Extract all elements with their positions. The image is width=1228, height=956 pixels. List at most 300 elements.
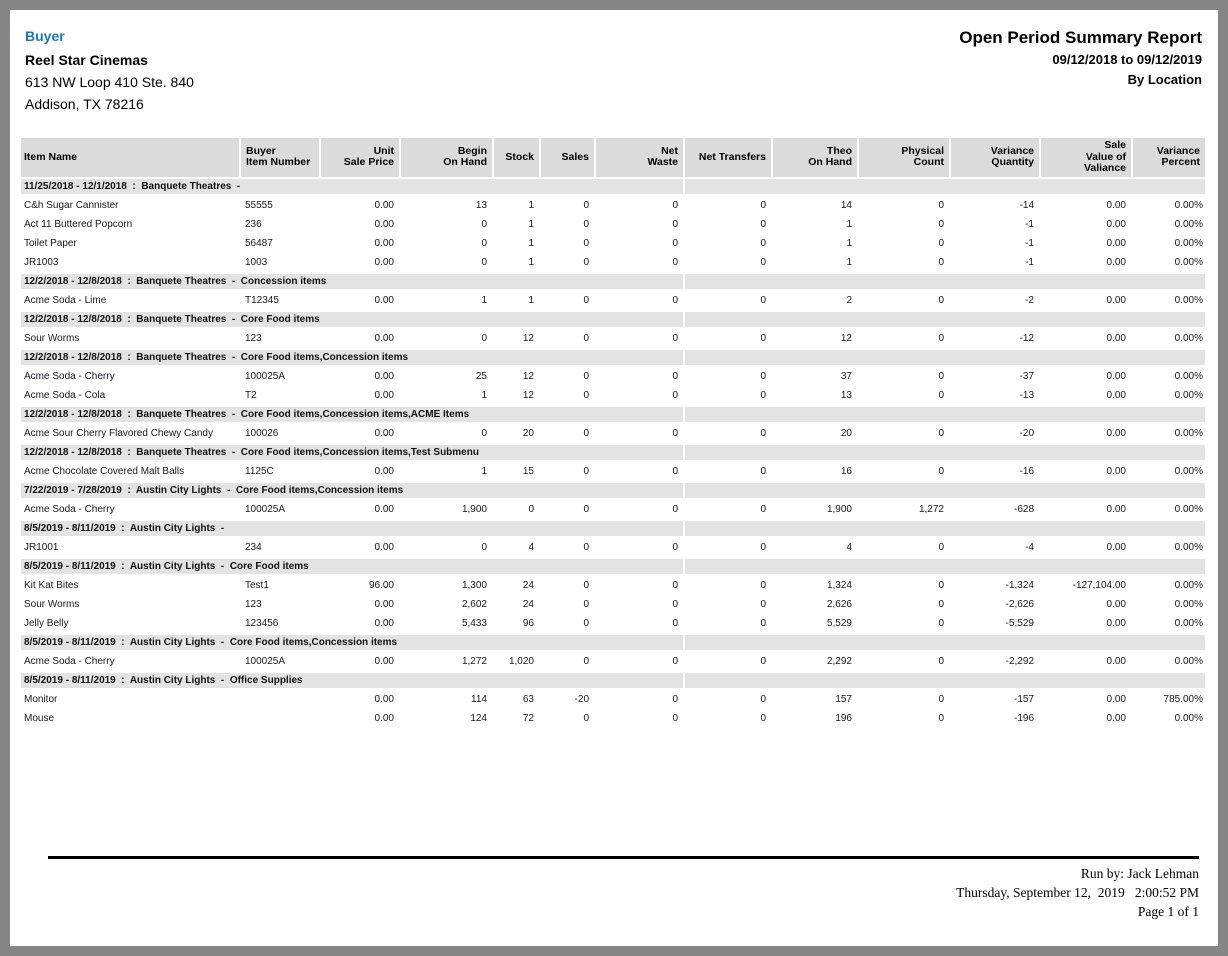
item-number-cell: 100025A — [245, 655, 286, 667]
group-title: 11/25/2018 - 12/1/2018 : Banquete Theatres - — [21, 178, 684, 195]
sale-value-cell: 0.00 — [1106, 237, 1126, 249]
theo-on-hand-cell: 1,324 — [826, 579, 852, 591]
group-header-row — [21, 406, 1205, 423]
theo-on-hand-cell: 2,626 — [826, 598, 852, 610]
group-title: 8/5/2019 - 8/11/2019 : Austin City Lights - Core Food items — [21, 558, 684, 575]
physical-count-cell: 0 — [938, 370, 944, 382]
buyer-address-block — [25, 26, 194, 115]
theo-on-hand-cell: 12 — [840, 332, 852, 344]
net-waste-cell: 0 — [672, 332, 678, 344]
group-title-spacer — [684, 273, 1205, 290]
item-name-cell: Acme Chocolate Covered Malt Balls — [24, 465, 185, 477]
item-number-cell: 123 — [245, 332, 262, 344]
theo-on-hand-cell: 157 — [835, 693, 852, 705]
physical-count-cell: 0 — [938, 294, 944, 306]
group-title: 12/2/2018 - 12/8/2018 : Banquete Theatres - Core Food items — [21, 311, 684, 328]
unit-sale-price-cell: 0.00 — [374, 294, 394, 306]
table-row — [21, 499, 1205, 520]
table-row — [21, 575, 1205, 595]
report-date-range: 09/12/2018 to 09/12/2019 — [1052, 52, 1202, 67]
item-name-cell: Kit Kat Bites — [24, 579, 79, 591]
stock-cell: 15 — [522, 465, 534, 477]
sale-value-cell: 0.00 — [1106, 370, 1126, 382]
group-title: 8/5/2019 - 8/11/2019 : Austin City Lights - Office Supplies — [21, 672, 684, 689]
table-row — [21, 215, 1205, 234]
table-row — [21, 651, 1205, 672]
variance-quantity-cell: -1 — [1025, 237, 1034, 249]
variance-percent-cell: 785.00% — [1163, 693, 1203, 705]
physical-count-cell: 0 — [938, 598, 944, 610]
begin-on-hand-cell: 0 — [481, 256, 487, 268]
unit-sale-price-cell: 0.00 — [374, 503, 394, 515]
table-row — [21, 328, 1205, 349]
variance-quantity-cell: -196 — [1013, 712, 1034, 724]
net-transfers-cell: 0 — [760, 712, 766, 724]
unit-sale-price-cell: 0.00 — [374, 237, 394, 249]
sales-cell: 0 — [583, 655, 589, 667]
page-number: Page 1 of 1 — [1137, 904, 1199, 919]
variance-percent-cell: 0.00% — [1174, 617, 1203, 629]
address-line-2: Addison, TX 78216 — [25, 96, 144, 112]
variance-percent-cell: 0.00% — [1174, 655, 1203, 667]
col-header-theo-on-hand: Theo On Hand — [772, 138, 858, 178]
begin-on-hand-cell: 1 — [481, 294, 487, 306]
sale-value-cell: 0.00 — [1106, 218, 1126, 230]
col-header-variance-percent: Variance Percent — [1132, 138, 1205, 178]
sale-value-cell: 0.00 — [1106, 541, 1126, 553]
unit-sale-price-cell: 0.00 — [374, 218, 394, 230]
group-title-spacer — [684, 311, 1205, 328]
variance-quantity-cell: -2,292 — [1005, 655, 1034, 667]
col-header-variance-quantity: Variance Quantity — [950, 138, 1040, 178]
group-header-row — [21, 311, 1205, 328]
variance-percent-cell: 0.00% — [1174, 465, 1203, 477]
table-row — [21, 423, 1205, 444]
net-waste-cell: 0 — [672, 370, 678, 382]
unit-sale-price-cell: 0.00 — [374, 332, 394, 344]
variance-quantity-cell: -12 — [1019, 332, 1034, 344]
item-number-cell: 100026 — [245, 427, 279, 439]
col-header-item-name: Item Name — [21, 138, 240, 178]
table-row — [21, 366, 1205, 386]
item-name-cell: Toilet Paper — [24, 237, 77, 249]
stock-cell: 12 — [522, 370, 534, 382]
stock-cell: 96 — [522, 617, 534, 629]
variance-percent-cell: 0.00% — [1174, 256, 1203, 268]
stock-cell: 12 — [522, 332, 534, 344]
sales-cell: 0 — [583, 237, 589, 249]
net-waste-cell: 0 — [672, 598, 678, 610]
theo-on-hand-cell: 1 — [846, 237, 852, 249]
begin-on-hand-cell: 0 — [481, 332, 487, 344]
address-line-1: 613 NW Loop 410 Ste. 840 — [25, 74, 194, 90]
col-header-net-transfers: Net Transfers — [684, 138, 772, 178]
group-title-spacer — [684, 406, 1205, 423]
buyer-label: Buyer — [25, 28, 65, 44]
variance-quantity-cell: -20 — [1019, 427, 1034, 439]
col-header-begin-on-hand: Begin On Hand — [400, 138, 493, 178]
sales-cell: 0 — [583, 503, 589, 515]
unit-sale-price-cell: 0.00 — [374, 712, 394, 724]
stock-cell: 24 — [522, 579, 534, 591]
theo-on-hand-cell: 14 — [840, 199, 852, 211]
table-row — [21, 461, 1205, 482]
begin-on-hand-cell: 13 — [475, 199, 487, 211]
theo-on-hand-cell: 1 — [846, 218, 852, 230]
sales-cell: 0 — [583, 617, 589, 629]
variance-percent-cell: 0.00% — [1174, 503, 1203, 515]
net-waste-cell: 0 — [672, 579, 678, 591]
net-waste-cell: 0 — [672, 617, 678, 629]
group-header-row — [21, 482, 1205, 499]
sale-value-cell: 0.00 — [1106, 655, 1126, 667]
theo-on-hand-cell: 2 — [846, 294, 852, 306]
sales-cell: -20 — [574, 693, 589, 705]
net-transfers-cell: 0 — [760, 294, 766, 306]
net-transfers-cell: 0 — [760, 370, 766, 382]
variance-quantity-cell: -14 — [1019, 199, 1034, 211]
group-title: 12/2/2018 - 12/8/2018 : Banquete Theatres - Core Food items,Concession items — [21, 349, 684, 366]
sales-cell: 0 — [583, 541, 589, 553]
sale-value-cell: 0.00 — [1106, 503, 1126, 515]
physical-count-cell: 0 — [938, 332, 944, 344]
table-row — [21, 386, 1205, 406]
physical-count-cell: 0 — [938, 617, 944, 629]
sale-value-cell: 0.00 — [1106, 389, 1126, 401]
group-title-spacer — [684, 672, 1205, 689]
variance-quantity-cell: -37 — [1019, 370, 1034, 382]
stock-cell: 20 — [522, 427, 534, 439]
table-row — [21, 614, 1205, 634]
theo-on-hand-cell: 1,900 — [826, 503, 852, 515]
net-transfers-cell: 0 — [760, 389, 766, 401]
unit-sale-price-cell: 0.00 — [374, 655, 394, 667]
begin-on-hand-cell: 0 — [481, 237, 487, 249]
variance-percent-cell: 0.00% — [1174, 218, 1203, 230]
item-number-cell: 236 — [245, 218, 262, 230]
begin-on-hand-cell: 0 — [481, 427, 487, 439]
unit-sale-price-cell: 0.00 — [374, 541, 394, 553]
item-number-cell: Test1 — [245, 579, 269, 591]
variance-percent-cell: 0.00% — [1174, 598, 1203, 610]
sales-cell: 0 — [583, 294, 589, 306]
report-footer — [48, 856, 1199, 921]
variance-percent-cell: 0.00% — [1174, 712, 1203, 724]
net-transfers-cell: 0 — [760, 617, 766, 629]
sales-cell: 0 — [583, 389, 589, 401]
net-transfers-cell: 0 — [760, 237, 766, 249]
net-waste-cell: 0 — [672, 427, 678, 439]
group-title-spacer — [684, 444, 1205, 461]
stock-cell: 1 — [528, 256, 534, 268]
unit-sale-price-cell: 0.00 — [374, 389, 394, 401]
item-number-cell: T2 — [245, 389, 257, 401]
group-header-row — [21, 520, 1205, 537]
item-name-cell: C&h Sugar Cannister — [24, 199, 119, 211]
stock-cell: 1 — [528, 237, 534, 249]
variance-percent-cell: 0.00% — [1174, 332, 1203, 344]
physical-count-cell: 0 — [938, 655, 944, 667]
stock-cell: 63 — [522, 693, 534, 705]
variance-quantity-cell: -13 — [1019, 389, 1034, 401]
theo-on-hand-cell: 196 — [835, 712, 852, 724]
sales-cell: 0 — [583, 370, 589, 382]
item-name-cell: Jelly Belly — [24, 617, 69, 629]
begin-on-hand-cell: 124 — [470, 712, 487, 724]
net-waste-cell: 0 — [672, 712, 678, 724]
report-grouping: By Location — [1127, 72, 1202, 87]
table-row — [21, 595, 1205, 614]
net-waste-cell: 0 — [672, 199, 678, 211]
table-header-row — [21, 138, 1205, 178]
sale-value-cell: 0.00 — [1106, 427, 1126, 439]
variance-quantity-cell: -628 — [1013, 503, 1034, 515]
unit-sale-price-cell: 0.00 — [374, 693, 394, 705]
sales-cell: 0 — [583, 465, 589, 477]
group-title: 12/2/2018 - 12/8/2018 : Banquete Theatres - Concession items — [21, 273, 684, 290]
item-number-cell — [240, 689, 320, 709]
col-header-net-waste: Net Waste — [595, 138, 684, 178]
group-title: 7/22/2019 - 7/28/2019 : Austin City Lights - Core Food items,Concession items — [21, 482, 684, 499]
physical-count-cell: 0 — [938, 389, 944, 401]
net-transfers-cell: 0 — [760, 218, 766, 230]
variance-quantity-cell: -5,529 — [1005, 617, 1034, 629]
net-waste-cell: 0 — [672, 693, 678, 705]
net-waste-cell: 0 — [672, 218, 678, 230]
begin-on-hand-cell: 0 — [481, 541, 487, 553]
theo-on-hand-cell: 5,529 — [826, 617, 852, 629]
group-header-row — [21, 273, 1205, 290]
item-number-cell: T12345 — [245, 294, 279, 306]
variance-percent-cell: 0.00% — [1174, 427, 1203, 439]
theo-on-hand-cell: 16 — [840, 465, 852, 477]
item-name-cell: Acme Sour Cherry Flavored Chewy Candy — [24, 427, 213, 439]
stock-cell: 1 — [528, 218, 534, 230]
begin-on-hand-cell: 114 — [471, 693, 487, 705]
variance-percent-cell: 0.00% — [1174, 294, 1203, 306]
variance-quantity-cell: -16 — [1019, 465, 1034, 477]
group-title-spacer — [684, 349, 1205, 366]
table-row — [21, 234, 1205, 253]
physical-count-cell: 0 — [938, 693, 944, 705]
group-title-spacer — [684, 178, 1205, 195]
theo-on-hand-cell: 4 — [846, 541, 852, 553]
variance-percent-cell: 0.00% — [1174, 541, 1203, 553]
group-title: 8/5/2019 - 8/11/2019 : Austin City Lights - — [21, 520, 684, 537]
variance-quantity-cell: -2,626 — [1005, 598, 1034, 610]
net-transfers-cell: 0 — [760, 598, 766, 610]
group-header-row — [21, 558, 1205, 575]
item-number-cell: 1125C — [245, 465, 274, 477]
physical-count-cell: 0 — [938, 712, 944, 724]
company-name: Reel Star Cinemas — [25, 52, 148, 68]
item-number-cell: 100025A — [245, 370, 286, 382]
stock-cell: 1,020 — [508, 655, 534, 667]
variance-quantity-cell: -1 — [1025, 218, 1034, 230]
item-number-cell: 1003 — [245, 256, 268, 268]
variance-percent-cell: 0.00% — [1174, 389, 1203, 401]
variance-quantity-cell: -1,324 — [1005, 579, 1034, 591]
physical-count-cell: 0 — [938, 256, 944, 268]
report-header — [10, 10, 1218, 138]
table-row — [21, 290, 1205, 311]
unit-sale-price-cell: 0.00 — [374, 427, 394, 439]
sale-value-cell: 0.00 — [1106, 598, 1126, 610]
footer-text-block — [48, 859, 1199, 921]
unit-sale-price-cell: 0.00 — [374, 465, 394, 477]
table-row — [21, 709, 1205, 728]
table-row — [21, 537, 1205, 558]
sale-value-cell: 0.00 — [1106, 199, 1126, 211]
group-title: 8/5/2019 - 8/11/2019 : Austin City Lights - Core Food items,Concession items — [21, 634, 684, 651]
item-number-cell: 56487 — [245, 237, 273, 249]
col-header-stock: Stock — [493, 138, 540, 178]
col-header-sale-value: Sale Value of Valiance — [1040, 138, 1132, 178]
net-transfers-cell: 0 — [760, 256, 766, 268]
col-header-sales: Sales — [540, 138, 595, 178]
item-name-cell: Acme Soda - Cherry — [24, 655, 115, 667]
sales-cell: 0 — [583, 256, 589, 268]
net-transfers-cell: 0 — [760, 465, 766, 477]
begin-on-hand-cell: 1 — [481, 389, 487, 401]
item-number-cell: 100025A — [245, 503, 286, 515]
group-header-row — [21, 178, 1205, 195]
begin-on-hand-cell: 1 — [481, 465, 487, 477]
report-page — [10, 10, 1218, 946]
physical-count-cell: 1,272 — [918, 503, 944, 515]
net-waste-cell: 0 — [672, 237, 678, 249]
sale-value-cell: 0.00 — [1106, 294, 1126, 306]
begin-on-hand-cell: 1,272 — [461, 655, 487, 667]
stock-cell: 4 — [528, 541, 534, 553]
summary-table — [21, 138, 1205, 728]
net-waste-cell: 0 — [672, 655, 678, 667]
variance-percent-cell: 0.00% — [1174, 237, 1203, 249]
variance-percent-cell: 0.00% — [1174, 370, 1203, 382]
net-transfers-cell: 0 — [760, 503, 766, 515]
theo-on-hand-cell: 2,292 — [826, 655, 852, 667]
item-number-cell: 123 — [245, 598, 262, 610]
sales-cell: 0 — [583, 598, 589, 610]
sale-value-cell: 0.00 — [1106, 256, 1126, 268]
variance-percent-cell: 0.00% — [1174, 199, 1203, 211]
unit-sale-price-cell: 0.00 — [374, 370, 394, 382]
item-name-cell: Monitor — [24, 693, 58, 705]
run-by: Run by: Jack Lehman — [1080, 866, 1199, 881]
item-number-cell — [240, 709, 320, 728]
physical-count-cell: 0 — [938, 237, 944, 249]
physical-count-cell: 0 — [938, 465, 944, 477]
variance-quantity-cell: -1 — [1025, 256, 1034, 268]
unit-sale-price-cell: 0.00 — [374, 617, 394, 629]
stock-cell: 0 — [528, 503, 534, 515]
item-name-cell: JR1003 — [24, 256, 59, 268]
theo-on-hand-cell: 13 — [840, 389, 852, 401]
net-waste-cell: 0 — [672, 294, 678, 306]
unit-sale-price-cell: 0.00 — [374, 256, 394, 268]
variance-quantity-cell: -157 — [1013, 693, 1034, 705]
sales-cell: 0 — [583, 579, 589, 591]
item-number-cell: 234 — [245, 541, 262, 553]
group-header-row — [21, 672, 1205, 689]
item-name-cell: Sour Worms — [24, 332, 80, 344]
stock-cell: 24 — [522, 598, 534, 610]
col-header-item-number: Buyer Item Number — [240, 138, 320, 178]
net-transfers-cell: 0 — [760, 693, 766, 705]
begin-on-hand-cell: 1,300 — [461, 579, 487, 591]
item-name-cell: Sour Worms — [24, 598, 80, 610]
sale-value-cell: 0.00 — [1106, 332, 1126, 344]
item-name-cell: Acme Soda - Lime — [24, 294, 107, 306]
sale-value-cell: -127,104.00 — [1072, 579, 1126, 591]
stock-cell: 1 — [528, 294, 534, 306]
physical-count-cell: 0 — [938, 541, 944, 553]
net-waste-cell: 0 — [672, 465, 678, 477]
net-transfers-cell: 0 — [760, 579, 766, 591]
net-waste-cell: 0 — [672, 256, 678, 268]
net-waste-cell: 0 — [672, 541, 678, 553]
begin-on-hand-cell: 5,433 — [461, 617, 487, 629]
run-datetime: Thursday, September 12, 2019 2:00:52 PM — [956, 885, 1199, 900]
net-waste-cell: 0 — [672, 389, 678, 401]
col-header-unit-sale-price: Unit Sale Price — [320, 138, 400, 178]
group-header-row — [21, 444, 1205, 461]
item-name-cell: Acme Soda - Cola — [24, 389, 106, 401]
theo-on-hand-cell: 20 — [840, 427, 852, 439]
group-title-spacer — [684, 520, 1205, 537]
variance-quantity-cell: -4 — [1025, 541, 1034, 553]
begin-on-hand-cell: 0 — [481, 218, 487, 230]
item-number-cell: 55555 — [245, 199, 273, 211]
col-header-physical-count: Physical Count — [858, 138, 950, 178]
net-transfers-cell: 0 — [760, 332, 766, 344]
begin-on-hand-cell: 2,602 — [461, 598, 487, 610]
group-title-spacer — [684, 634, 1205, 651]
sales-cell: 0 — [583, 712, 589, 724]
item-name-cell: Acme Soda - Cherry — [24, 370, 115, 382]
report-title-block — [959, 26, 1202, 90]
unit-sale-price-cell: 0.00 — [374, 199, 394, 211]
net-transfers-cell: 0 — [760, 655, 766, 667]
variance-quantity-cell: -2 — [1025, 294, 1034, 306]
sales-cell: 0 — [583, 199, 589, 211]
group-header-row — [21, 634, 1205, 651]
net-transfers-cell: 0 — [760, 199, 766, 211]
item-name-cell: Act 11 Buttered Popcorn — [24, 218, 133, 230]
item-number-cell: 123456 — [245, 617, 279, 629]
sale-value-cell: 0.00 — [1106, 465, 1126, 477]
table-row — [21, 689, 1205, 709]
begin-on-hand-cell: 1,900 — [461, 503, 487, 515]
theo-on-hand-cell: 1 — [846, 256, 852, 268]
physical-count-cell: 0 — [938, 218, 944, 230]
physical-count-cell: 0 — [938, 199, 944, 211]
stock-cell: 1 — [528, 199, 534, 211]
group-title: 12/2/2018 - 12/8/2018 : Banquete Theatres - Core Food items,Concession items,ACME Items — [21, 406, 684, 423]
sales-cell: 0 — [583, 332, 589, 344]
physical-count-cell: 0 — [938, 579, 944, 591]
table-row — [21, 195, 1205, 215]
net-transfers-cell: 0 — [760, 427, 766, 439]
group-title-spacer — [684, 482, 1205, 499]
item-name-cell: JR1001 — [24, 541, 59, 553]
item-name-cell: Acme Soda - Cherry — [24, 503, 115, 515]
report-title: Open Period Summary Report — [959, 28, 1202, 47]
group-header-row — [21, 349, 1205, 366]
unit-sale-price-cell: 0.00 — [374, 598, 394, 610]
sale-value-cell: 0.00 — [1106, 693, 1126, 705]
physical-count-cell: 0 — [938, 427, 944, 439]
